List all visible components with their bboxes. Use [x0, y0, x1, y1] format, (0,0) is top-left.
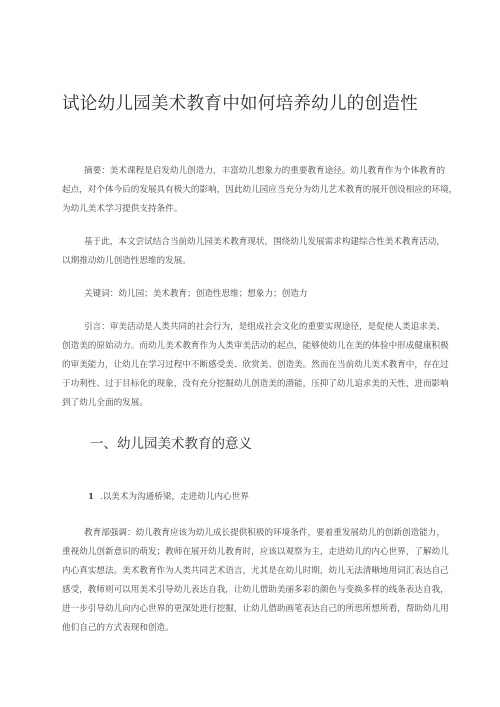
keywords-line: 关键词：幼儿园；美术教育；创造性思维；想象力；创造力: [84, 289, 308, 299]
subsection-title: .以美术为沟通桥梁，走进幼儿内心世界: [99, 492, 249, 502]
section-heading: 一、幼儿园美术教育的意义: [90, 436, 252, 452]
document-title: 试论幼儿园美术教育中如何培养幼儿的创造性: [62, 94, 418, 114]
body-line: 进一步引导幼儿向内心世界的更深处进行挖掘，让幼儿借助画笔表达自己的所思所想所看，帮助幼儿用: [62, 604, 449, 614]
keywords-paragraph: [62, 285, 450, 304]
body-paragraph: [62, 524, 450, 638]
body-line: 重视幼儿创新意识的萌发；教师在展开幼儿教育时，应该以观察为主，走进幼儿的内心世界，了解幼儿: [62, 547, 449, 557]
basis-line: 基于此，本文尝试结合当前幼儿园美术教育现状，围绕幼儿发展需求构建综合性美术教育活动，: [84, 237, 445, 247]
body-line: 感受，教师则可以用美术引导幼儿表达自我，让幼儿借助美丽多彩的颜色与变换多样的线条表达自我，: [62, 585, 449, 595]
abstract-line: 为幼儿美术学习提供支持条件。: [62, 204, 183, 214]
intro-line: 创造美的原始动力。而幼儿美术教育作为人类审美活动的起点，能够使幼儿在美的体验中形成健康积极: [62, 341, 449, 351]
basis-line: 以期推动幼儿创造性思维的发展。: [62, 256, 191, 266]
intro-line: 于功利性、过于目标化的现象，没有充分挖掘幼儿创造美的潜能，压抑了幼儿追求美的天性，进而影响: [62, 379, 449, 389]
subsection-number: 1: [88, 492, 94, 502]
abstract-line: 起点，对个体今后的发展具有极大的影响，因此幼儿园应当充分为幼儿艺术教育的展开创设相应的环境，: [62, 185, 458, 195]
abstract-line: 摘要：美术课程是启发幼儿创造力，丰富幼儿想象力的重要教育途径。幼儿教育作为个体教育的: [84, 166, 445, 176]
abstract-paragraph: [62, 162, 458, 219]
intro-paragraph: [62, 318, 450, 413]
body-line: 教育部强调：幼儿教育应该为幼儿成长提供积极的环境条件，要着重发展幼儿的创新创造能力，: [84, 528, 445, 538]
basis-paragraph: [62, 233, 450, 271]
subsection-heading: [88, 490, 249, 502]
body-line: 他们自己的方式表现和创造。: [62, 623, 174, 633]
intro-line: 的审美能力，让幼儿在学习过程中不断感受美、欣赏美、创造美。然而在当前幼儿美术教育中，存在过: [62, 360, 449, 370]
intro-line: 引言：审美活动是人类共同的社会行为，是组成社会文化的重要实现途径，是促使人类追求美、: [84, 322, 445, 332]
intro-line: 到了幼儿全面的发展。: [62, 398, 148, 408]
body-line: 内心真实想法。美术教育作为人类共同艺术语言，尤其是在幼儿时期，幼儿无法清晰地用词汇表达自己: [62, 566, 449, 576]
